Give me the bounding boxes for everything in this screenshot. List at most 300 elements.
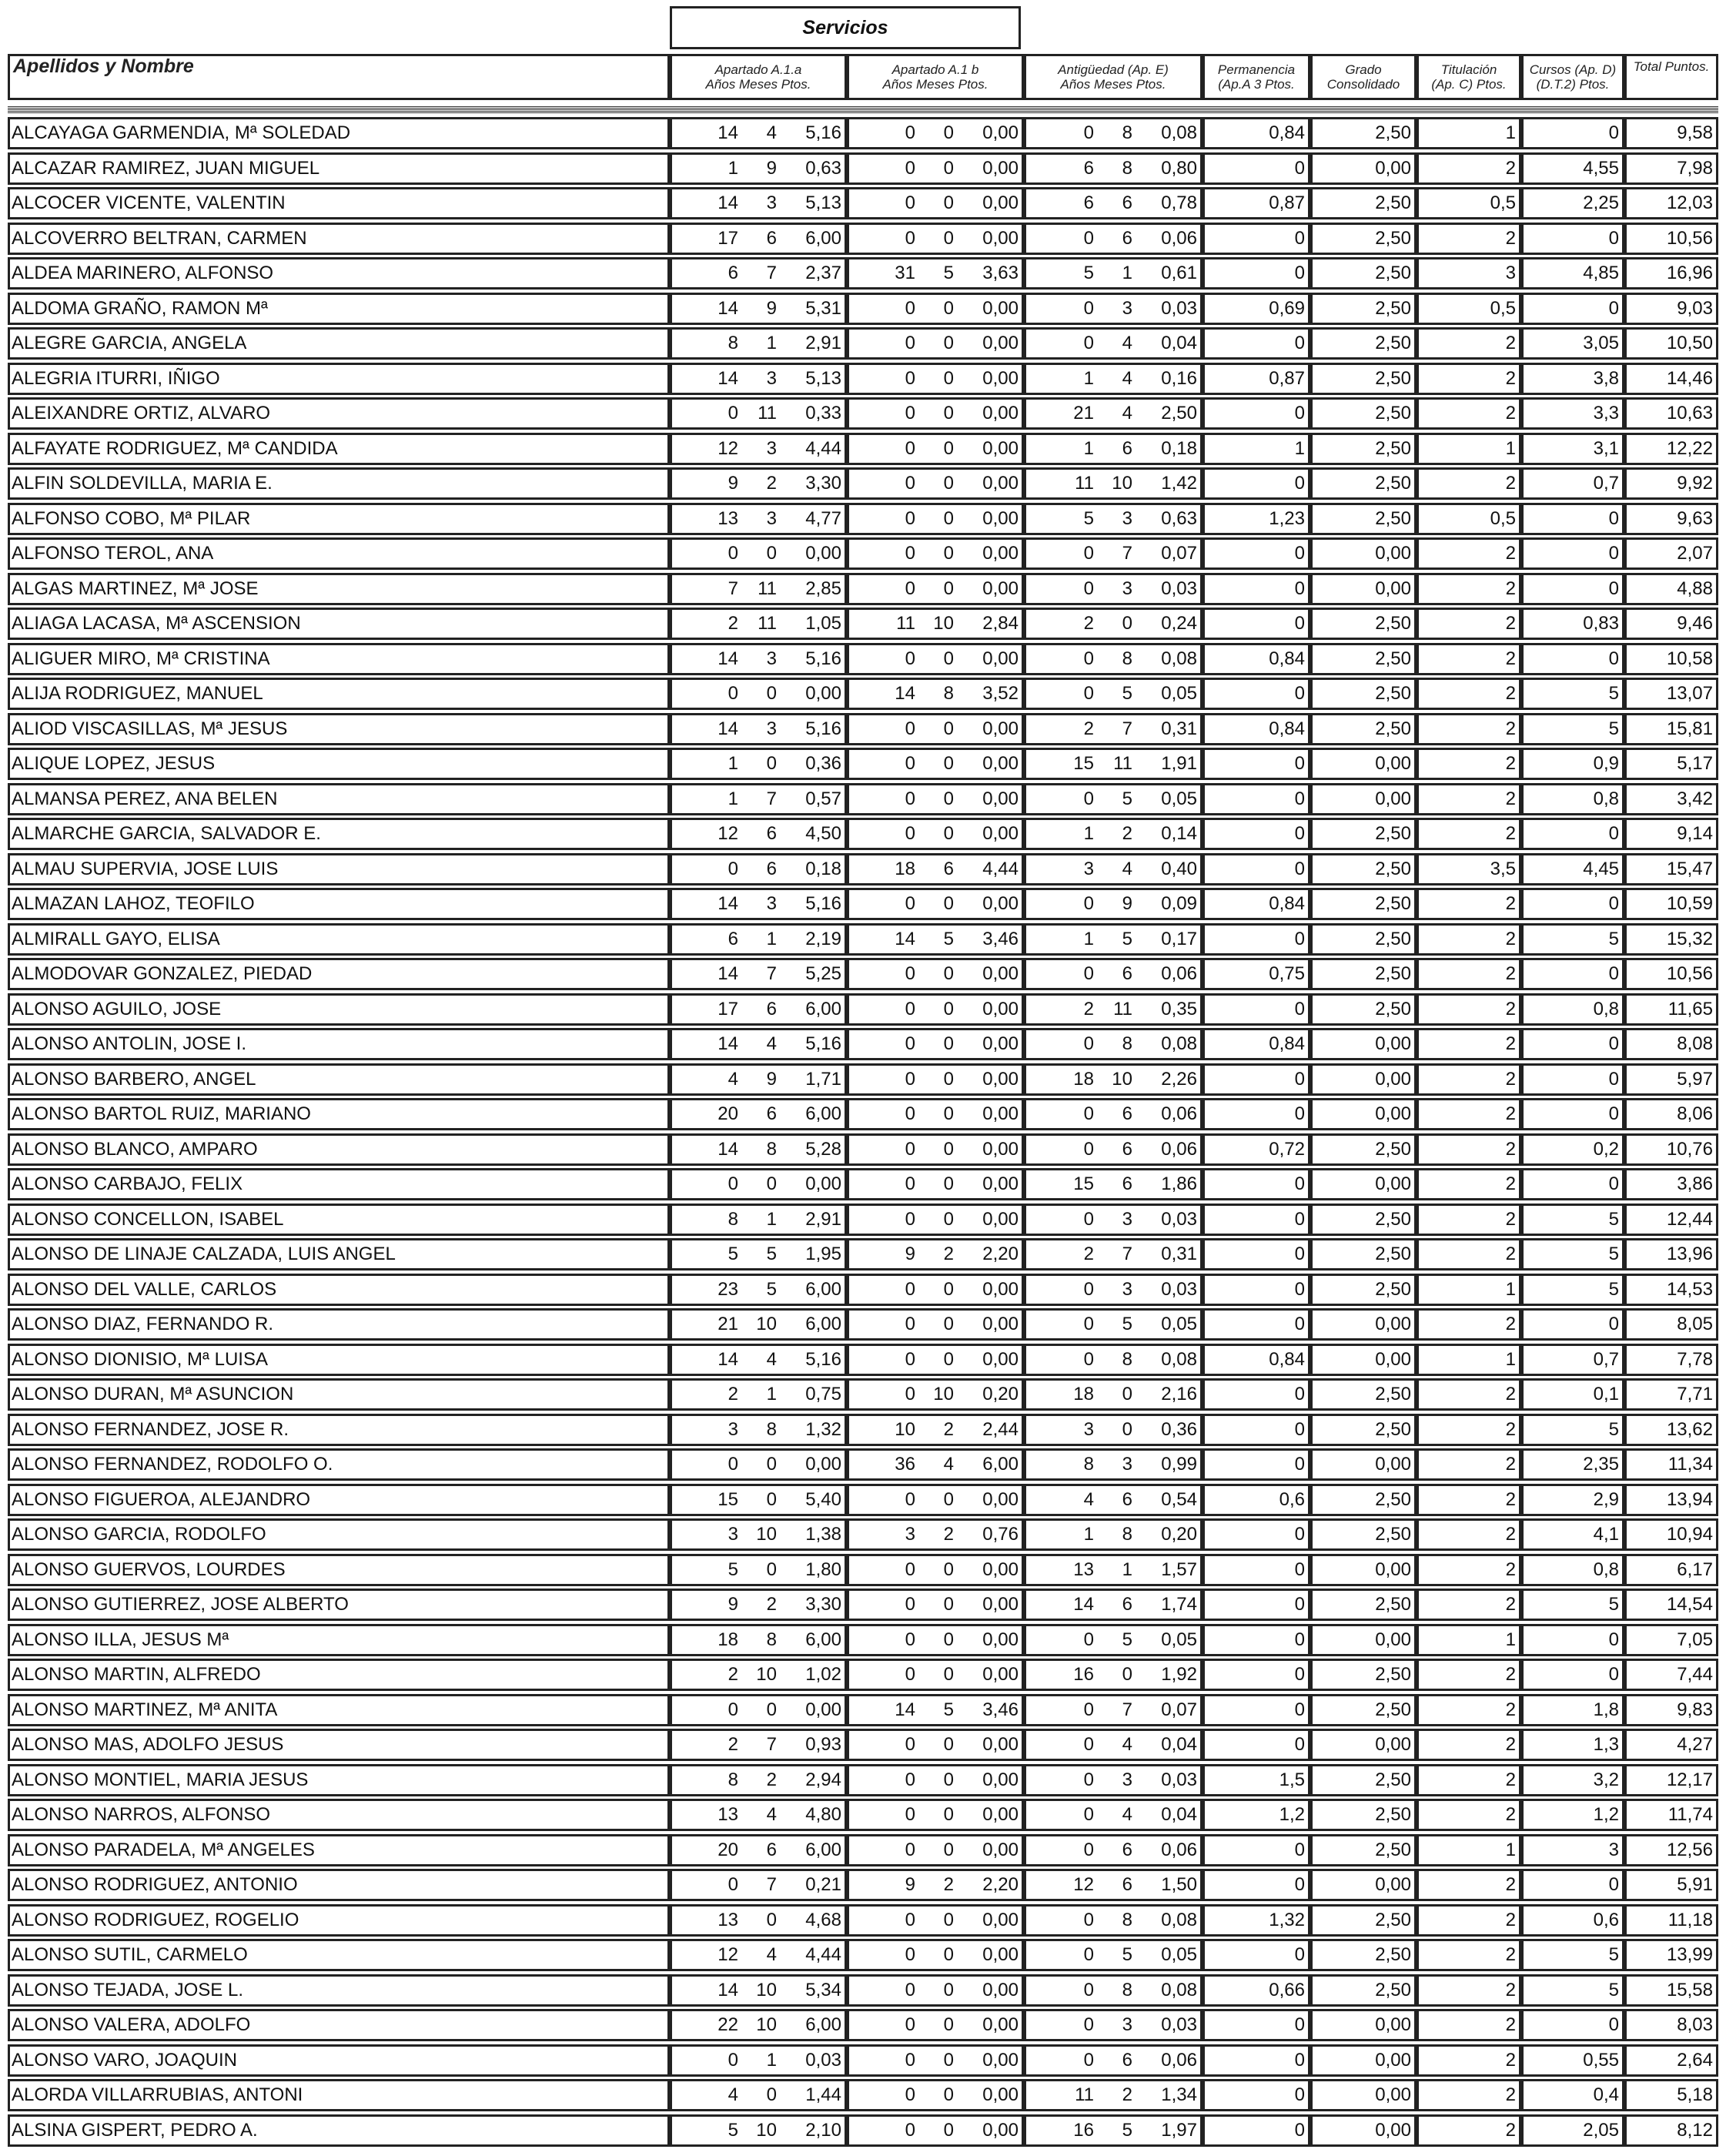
cell-a1a-anos: 17	[717, 998, 738, 1019]
cell-permanencia: 0	[1203, 1589, 1310, 1621]
table-row	[8, 1063, 1718, 1099]
table-row	[8, 1274, 1718, 1309]
cell-a1b	[847, 1133, 1024, 1166]
cell-antiguedad-anos: 0	[1083, 1314, 1094, 1334]
cell-antiguedad-meses: 8	[1122, 1909, 1132, 1930]
cell-antiguedad-ptos: 0,99	[1161, 1454, 1197, 1475]
table-row	[8, 433, 1718, 468]
cell-a1a-ptos: 0,00	[805, 1454, 841, 1475]
cell-a1a-ptos: 1,44	[805, 2084, 841, 2105]
cell-a1a-anos: 9	[728, 1594, 738, 1615]
cell-a1b-ptos: 3,52	[982, 683, 1019, 704]
cell-name: ALONSO CARBAJO, FELIX	[8, 1168, 670, 1200]
cell-a1a-meses: 10	[756, 1524, 777, 1545]
cell-a1b	[847, 993, 1024, 1026]
table-row	[8, 608, 1718, 643]
cell-a1a-ptos: 2,85	[805, 578, 841, 599]
cell-permanencia: 0	[1203, 1834, 1310, 1866]
cell-antiguedad	[1024, 713, 1203, 745]
cell-a1a-ptos: 2,19	[805, 928, 841, 949]
cell-total: 15,32	[1624, 923, 1718, 956]
cell-a1a-ptos: 5,16	[805, 648, 841, 669]
cell-titulacion: 2	[1417, 1133, 1521, 1166]
cell-permanencia: 0,84	[1203, 713, 1310, 745]
cell-permanencia: 1,23	[1203, 503, 1310, 535]
cell-titulacion: 2	[1417, 1168, 1521, 1200]
cell-a1a-anos: 2	[728, 1734, 738, 1755]
cell-a1b-anos: 0	[905, 1314, 915, 1334]
cell-antiguedad	[1024, 397, 1203, 430]
cell-a1b-meses: 0	[943, 403, 954, 424]
cell-a1b-anos: 0	[905, 1208, 915, 1230]
cell-a1b-ptos: 3,63	[982, 263, 1019, 283]
cell-a1b-ptos: 0,00	[982, 297, 1019, 319]
cell-a1b	[847, 327, 1024, 360]
cell-titulacion: 2	[1417, 1939, 1521, 1971]
cell-grado: 0,00	[1310, 783, 1417, 815]
cell-antiguedad	[1024, 1659, 1203, 1691]
cell-a1a-meses: 1	[766, 1384, 777, 1404]
cell-cursos: 4,1	[1521, 1518, 1624, 1551]
cell-antiguedad-anos: 1	[1083, 823, 1094, 844]
cell-a1b	[847, 748, 1024, 780]
cell-permanencia: 0	[1203, 1378, 1310, 1411]
cell-a1a	[670, 1344, 847, 1376]
cell-permanencia: 0	[1203, 678, 1310, 710]
cell-name: ALONSO BLANCO, AMPARO	[8, 1133, 670, 1166]
cell-total: 10,56	[1624, 223, 1718, 255]
cell-a1b-meses: 0	[943, 1909, 954, 1930]
cell-a1b-ptos: 2,44	[982, 1418, 1019, 1440]
cell-a1a-meses: 1	[766, 333, 777, 353]
cell-a1a-ptos: 6,00	[805, 1278, 841, 1300]
header-antiguedad: Antigüedad (Ap. E) Años Meses Ptos.	[1024, 54, 1203, 100]
cell-permanencia: 0,87	[1203, 187, 1310, 219]
cell-antiguedad	[1024, 818, 1203, 850]
cell-permanencia: 0	[1203, 1168, 1310, 1200]
cell-antiguedad	[1024, 1834, 1203, 1866]
cell-a1a-meses: 4	[766, 1348, 777, 1370]
cell-a1a-ptos: 0,00	[805, 543, 841, 564]
cell-grado: 0,00	[1310, 152, 1417, 185]
cell-a1b-ptos: 4,44	[982, 858, 1019, 879]
cell-antiguedad-meses: 8	[1122, 1979, 1132, 2000]
cell-cursos: 3,8	[1521, 363, 1624, 395]
cell-a1b-ptos: 0,00	[982, 1068, 1019, 1090]
cell-permanencia: 0	[1203, 573, 1310, 605]
cell-permanencia: 0	[1203, 2044, 1310, 2077]
cell-a1b-anos: 0	[905, 2084, 915, 2105]
cell-antiguedad	[1024, 2079, 1203, 2111]
cell-a1a	[670, 503, 847, 535]
cell-a1b-anos: 0	[905, 1664, 915, 1685]
cell-a1a-anos: 12	[717, 823, 738, 844]
cell-a1b	[847, 187, 1024, 219]
cell-antiguedad	[1024, 1133, 1203, 1166]
cell-total: 14,54	[1624, 1589, 1718, 1621]
cell-antiguedad-anos: 0	[1083, 963, 1094, 984]
cell-a1a	[670, 958, 847, 990]
cell-antiguedad-anos: 11	[1075, 473, 1094, 494]
cell-antiguedad	[1024, 1098, 1203, 1130]
cell-a1b-ptos: 0,00	[982, 437, 1019, 459]
cell-titulacion: 3	[1417, 257, 1521, 290]
cell-a1b-ptos: 0,00	[982, 1804, 1019, 1825]
cell-a1a	[670, 573, 847, 605]
cell-a1a-ptos: 0,00	[805, 1173, 841, 1194]
cell-cursos: 2,35	[1521, 1448, 1624, 1481]
cell-name: ALONSO DEL VALLE, CARLOS	[8, 1274, 670, 1306]
cell-name: ALONSO GUTIERREZ, JOSE ALBERTO	[8, 1589, 670, 1621]
cell-total: 12,56	[1624, 1834, 1718, 1866]
cell-a1b	[847, 293, 1024, 325]
cell-a1b-meses: 0	[943, 122, 954, 143]
cell-grado: 0,00	[1310, 2114, 1417, 2147]
cell-a1b-anos: 0	[905, 998, 915, 1019]
cell-a1b-meses: 0	[943, 507, 954, 529]
cell-a1b	[847, 1869, 1024, 1901]
cell-permanencia: 0	[1203, 1308, 1310, 1341]
cell-permanencia: 0	[1203, 783, 1310, 815]
cell-antiguedad	[1024, 1204, 1203, 1236]
cell-permanencia: 0,6	[1203, 1484, 1310, 1516]
cell-a1b	[847, 818, 1024, 850]
cell-antiguedad-ptos: 0,04	[1161, 1734, 1197, 1755]
cell-a1b-ptos: 0,00	[982, 648, 1019, 669]
cell-a1a	[670, 327, 847, 360]
cell-a1b	[847, 573, 1024, 605]
cell-antiguedad-anos: 0	[1083, 1208, 1094, 1230]
cell-a1a-meses: 2	[766, 473, 777, 494]
cell-titulacion: 0,5	[1417, 187, 1521, 219]
table-row	[8, 1694, 1718, 1729]
cell-total: 4,88	[1624, 573, 1718, 605]
cell-antiguedad-ptos: 0,06	[1161, 1103, 1197, 1124]
cell-antiguedad-ptos: 1,92	[1161, 1664, 1197, 1685]
cell-a1a-meses: 5	[766, 1278, 777, 1300]
cell-antiguedad-anos: 5	[1083, 263, 1094, 283]
cell-grado: 2,50	[1310, 818, 1417, 850]
cell-total: 8,12	[1624, 2114, 1718, 2147]
cell-titulacion: 2	[1417, 223, 1521, 255]
cell-a1b	[847, 152, 1024, 185]
cell-a1a-ptos: 0,57	[805, 788, 841, 809]
cell-a1a-meses: 8	[766, 1629, 777, 1650]
cell-a1a-meses: 3	[766, 648, 777, 669]
header-cursos: Cursos (Ap. D) (D.T.2) Ptos.	[1521, 54, 1624, 100]
cell-a1a-meses: 7	[766, 263, 777, 283]
cell-cursos: 0,1	[1521, 1378, 1624, 1411]
cell-antiguedad-ptos: 0,07	[1161, 543, 1197, 564]
cell-antiguedad-anos: 1	[1083, 437, 1094, 459]
cell-cursos: 5	[1521, 678, 1624, 710]
cell-cursos: 4,45	[1521, 853, 1624, 886]
cell-a1b-anos: 10	[895, 1418, 915, 1440]
cell-a1a-ptos: 5,16	[805, 893, 841, 914]
cell-a1b-meses: 5	[943, 1699, 954, 1720]
cell-a1a-anos: 12	[717, 1944, 738, 1965]
table-row	[8, 1834, 1718, 1870]
cell-a1a-anos: 1	[728, 157, 738, 179]
cell-a1a-meses: 10	[756, 1314, 777, 1334]
cell-antiguedad	[1024, 1484, 1203, 1516]
cell-a1a-ptos: 1,05	[805, 613, 841, 634]
header-apartado-a1b: Apartado A.1 b Años Meses Ptos.	[847, 54, 1024, 100]
cell-a1b	[847, 363, 1024, 395]
cell-antiguedad	[1024, 1624, 1203, 1656]
table-row	[8, 853, 1718, 889]
cell-antiguedad-meses: 8	[1122, 1033, 1132, 1054]
cell-cursos: 0,2	[1521, 1133, 1624, 1166]
cell-permanencia: 1	[1203, 433, 1310, 465]
cell-antiguedad-anos: 18	[1073, 1384, 1094, 1404]
cell-permanencia: 0	[1203, 1274, 1310, 1306]
table-row	[8, 1133, 1718, 1169]
cell-antiguedad-meses: 5	[1122, 788, 1132, 809]
cell-total: 15,58	[1624, 1974, 1718, 2007]
cell-antiguedad-meses: 3	[1122, 297, 1132, 319]
cell-grado: 2,50	[1310, 187, 1417, 219]
cell-a1a-anos: 5	[728, 1244, 738, 1264]
cell-antiguedad-meses: 6	[1122, 963, 1132, 984]
cell-permanencia: 0	[1203, 1063, 1310, 1096]
cell-a1a-anos: 0	[728, 683, 738, 704]
cell-a1b-ptos: 0,00	[982, 543, 1019, 564]
cell-titulacion: 1	[1417, 433, 1521, 465]
cell-total: 6,17	[1624, 1554, 1718, 1586]
header-grado: Grado Consolidado	[1310, 54, 1417, 100]
cell-a1b-ptos: 0,00	[982, 1348, 1019, 1370]
cell-antiguedad-anos: 0	[1083, 543, 1094, 564]
cell-grado: 0,00	[1310, 1028, 1417, 1060]
cell-a1b-ptos: 0,00	[982, 1664, 1019, 1685]
cell-a1a	[670, 1554, 847, 1586]
cell-antiguedad	[1024, 923, 1203, 956]
cell-a1a-meses: 6	[766, 227, 777, 249]
cell-a1b-ptos: 0,00	[982, 1769, 1019, 1790]
cell-a1a-meses: 6	[766, 858, 777, 879]
cell-titulacion: 2	[1417, 327, 1521, 360]
table-row	[8, 1518, 1718, 1554]
cell-a1b-anos: 0	[905, 157, 915, 179]
cell-total: 15,81	[1624, 713, 1718, 745]
cell-total: 13,96	[1624, 1238, 1718, 1270]
cell-antiguedad	[1024, 993, 1203, 1026]
cell-antiguedad	[1024, 958, 1203, 990]
cell-cursos: 0	[1521, 537, 1624, 570]
cell-a1a-meses: 8	[766, 1418, 777, 1440]
cell-antiguedad-anos: 15	[1073, 1173, 1094, 1194]
table-row	[8, 467, 1718, 503]
cell-a1a-meses: 0	[766, 2084, 777, 2105]
cell-antiguedad-anos: 21	[1073, 403, 1094, 424]
cell-permanencia: 0	[1203, 537, 1310, 570]
cell-antiguedad-meses: 7	[1122, 718, 1132, 739]
cell-grado: 0,00	[1310, 1344, 1417, 1376]
table-row	[8, 1799, 1718, 1834]
cell-a1a	[670, 257, 847, 290]
cell-antiguedad-ptos: 0,03	[1161, 2014, 1197, 2035]
cell-a1b-ptos: 6,00	[982, 1454, 1019, 1475]
cell-titulacion: 2	[1417, 958, 1521, 990]
cell-name: ALONSO FERNANDEZ, RODOLFO O.	[8, 1448, 670, 1481]
cell-antiguedad-ptos: 1,91	[1161, 753, 1197, 774]
cell-a1a	[670, 1448, 847, 1481]
cell-a1a	[670, 783, 847, 815]
cell-total: 10,63	[1624, 397, 1718, 430]
cell-cursos: 0	[1521, 2009, 1624, 2041]
cell-a1a-ptos: 4,50	[805, 823, 841, 844]
cell-a1b-anos: 0	[905, 1173, 915, 1194]
cell-a1a	[670, 643, 847, 675]
cell-a1a-ptos: 5,40	[805, 1488, 841, 1510]
cell-permanencia: 0	[1203, 152, 1310, 185]
cell-a1b-anos: 3	[905, 1524, 915, 1545]
table-row	[8, 1659, 1718, 1694]
cell-a1a-meses: 7	[766, 963, 777, 984]
cell-a1a-ptos: 5,34	[805, 1979, 841, 2000]
cell-titulacion: 0,5	[1417, 293, 1521, 325]
cell-cursos: 3,1	[1521, 433, 1624, 465]
cell-antiguedad-meses: 1	[1122, 1558, 1132, 1580]
cell-permanencia: 0	[1203, 1448, 1310, 1481]
cell-permanencia: 0	[1203, 818, 1310, 850]
cell-titulacion: 2	[1417, 608, 1521, 640]
cell-a1b-anos: 0	[905, 1033, 915, 1054]
cell-grado: 2,50	[1310, 117, 1417, 149]
cell-antiguedad	[1024, 853, 1203, 886]
cell-a1b-meses: 0	[943, 157, 954, 179]
table-row	[8, 1204, 1718, 1239]
cell-a1a-ptos: 4,44	[805, 1944, 841, 1965]
cell-a1a	[670, 363, 847, 395]
cell-a1a-ptos: 4,80	[805, 1804, 841, 1825]
cell-permanencia: 0	[1203, 1869, 1310, 1901]
cell-a1b	[847, 2079, 1024, 2111]
cell-a1b-anos: 36	[895, 1454, 915, 1475]
cell-antiguedad-ptos: 0,31	[1161, 718, 1197, 739]
cell-a1b-anos: 0	[905, 227, 915, 249]
cell-antiguedad-ptos: 0,06	[1161, 963, 1197, 984]
cell-antiguedad-anos: 0	[1083, 1909, 1094, 1930]
cell-a1a-anos: 1	[728, 788, 738, 809]
cell-antiguedad-meses: 5	[1122, 683, 1132, 704]
cell-a1b-meses: 0	[943, 823, 954, 844]
table-row	[8, 1904, 1718, 1940]
cell-a1a-anos: 13	[717, 507, 738, 529]
cell-antiguedad-anos: 0	[1083, 893, 1094, 914]
cell-total: 10,59	[1624, 888, 1718, 920]
cell-antiguedad-ptos: 2,50	[1161, 403, 1197, 424]
cell-a1b	[847, 117, 1024, 149]
cell-a1b-ptos: 0,00	[982, 1278, 1019, 1300]
cell-a1a-anos: 22	[717, 2014, 738, 2035]
cell-titulacion: 2	[1417, 993, 1521, 1026]
cell-antiguedad-anos: 0	[1083, 1629, 1094, 1650]
cell-antiguedad-anos: 2	[1083, 718, 1094, 739]
cell-name: ALONSO AGUILO, JOSE	[8, 993, 670, 1026]
cell-a1a	[670, 608, 847, 640]
cell-titulacion: 2	[1417, 643, 1521, 675]
cell-a1a	[670, 223, 847, 255]
cell-a1a-meses: 6	[766, 823, 777, 844]
cell-antiguedad-anos: 0	[1083, 227, 1094, 249]
cell-a1a-anos: 2	[728, 1384, 738, 1404]
cell-a1b-anos: 0	[905, 507, 915, 529]
cell-antiguedad-ptos: 0,08	[1161, 1909, 1197, 1930]
cell-a1a-meses: 0	[766, 1909, 777, 1930]
cell-a1b-ptos: 0,00	[982, 2084, 1019, 2105]
cell-a1a-meses: 0	[766, 1173, 777, 1194]
cell-antiguedad	[1024, 2114, 1203, 2147]
table-row	[8, 363, 1718, 398]
cell-a1a-ptos: 1,80	[805, 1558, 841, 1580]
cell-total: 11,74	[1624, 1799, 1718, 1831]
cell-titulacion: 1	[1417, 1344, 1521, 1376]
cell-a1a-anos: 13	[717, 1909, 738, 1930]
cell-antiguedad	[1024, 1308, 1203, 1341]
cell-a1a-meses: 6	[766, 998, 777, 1019]
cell-grado: 2,50	[1310, 1694, 1417, 1726]
cell-a1a-meses: 2	[766, 1594, 777, 1615]
cell-a1a-ptos: 6,00	[805, 2014, 841, 2035]
cell-grado: 0,00	[1310, 1729, 1417, 1761]
cell-a1a-anos: 14	[717, 1033, 738, 1054]
cell-permanencia: 0	[1203, 1694, 1310, 1726]
cell-antiguedad-ptos: 0,08	[1161, 1348, 1197, 1370]
cell-a1a-meses: 4	[766, 1804, 777, 1825]
cell-cursos: 0	[1521, 1028, 1624, 1060]
cell-name: ALIGUER MIRO, Mª CRISTINA	[8, 643, 670, 675]
cell-a1b-meses: 0	[943, 1033, 954, 1054]
cell-a1b-anos: 0	[905, 963, 915, 984]
cell-a1b-ptos: 0,00	[982, 823, 1019, 844]
cell-antiguedad-meses: 0	[1122, 1664, 1132, 1685]
table-row	[8, 1028, 1718, 1063]
cell-permanencia: 0	[1203, 257, 1310, 290]
cell-name: ALMANSA PEREZ, ANA BELEN	[8, 783, 670, 815]
cell-name: ALIOD VISCASILLAS, Mª JESUS	[8, 713, 670, 745]
cell-a1b-anos: 0	[905, 823, 915, 844]
cell-antiguedad-ptos: 0,18	[1161, 437, 1197, 459]
cell-titulacion: 2	[1417, 1518, 1521, 1551]
cell-antiguedad-meses: 3	[1122, 2014, 1132, 2035]
cell-a1a	[670, 2009, 847, 2041]
cell-a1a	[670, 1168, 847, 1200]
cell-a1b	[847, 923, 1024, 956]
cell-name: ALMARCHE GARCIA, SALVADOR E.	[8, 818, 670, 850]
cell-cursos: 5	[1521, 1274, 1624, 1306]
cell-a1a-ptos: 3,30	[805, 1594, 841, 1615]
cell-a1a-meses: 0	[766, 683, 777, 704]
cell-cursos: 0	[1521, 1168, 1624, 1200]
cell-permanencia: 0	[1203, 1624, 1310, 1656]
cell-antiguedad-meses: 10	[1112, 473, 1132, 494]
header-total: Total Puntos.	[1624, 54, 1718, 100]
cell-titulacion: 2	[1417, 467, 1521, 500]
cell-a1a-anos: 18	[717, 1629, 738, 1650]
cell-a1a-anos: 6	[728, 928, 738, 949]
cell-antiguedad-ptos: 0,24	[1161, 613, 1197, 634]
cell-titulacion: 2	[1417, 713, 1521, 745]
cell-name: ALFONSO TEROL, ANA	[8, 537, 670, 570]
cell-a1b-meses: 0	[943, 473, 954, 494]
cell-antiguedad-ptos: 0,03	[1161, 578, 1197, 599]
cell-permanencia: 0	[1203, 748, 1310, 780]
cell-antiguedad-anos: 2	[1083, 1244, 1094, 1264]
cell-cursos: 0,8	[1521, 783, 1624, 815]
cell-antiguedad-anos: 13	[1073, 1558, 1094, 1580]
